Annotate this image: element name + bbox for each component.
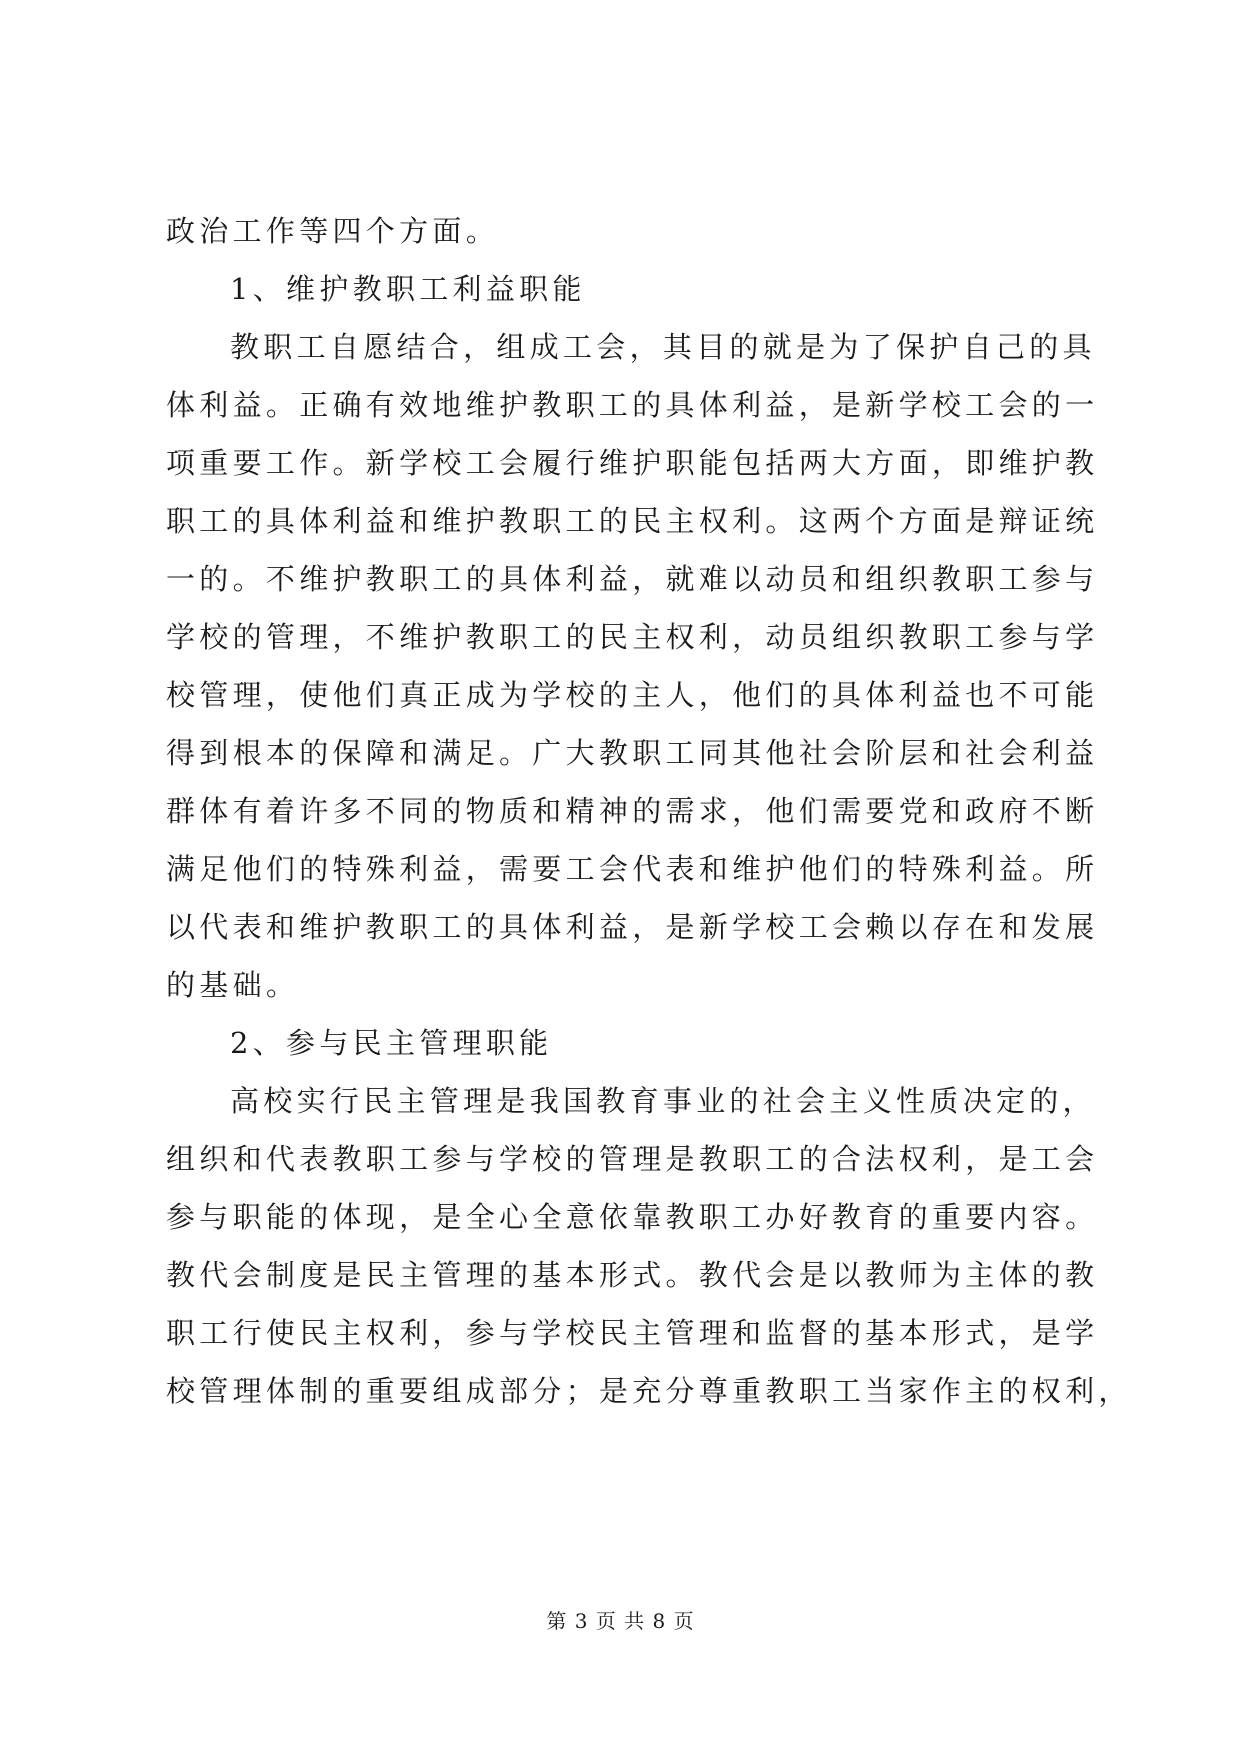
text-line: 高校实行民主管理是我国教育事业的社会主义性质决定的， [230,1084,1096,1118]
text-line: 群体有着许多不同的物质和精神的需求，他们需要党和政府不断 [166,794,1099,828]
text-line: 满足他们的特殊利益，需要工会代表和维护他们的特殊利益。所 [166,852,1099,886]
text-line: 校管理体制的重要组成部分；是充分尊重教职工当家作主的权利， [166,1374,1132,1408]
text-line: 以代表和维护教职工的具体利益，是新学校工会赖以存在和发展 [166,910,1099,944]
section-heading: 2、参与民主管理职能 [230,1026,553,1060]
text-line: 得到根本的保障和满足。广大教职工同其他社会阶层和社会利益 [166,736,1099,770]
text-line: 体利益。正确有效地维护教职工的具体利益，是新学校工会的一 [166,388,1099,422]
text-line: 职工的具体利益和维护教职工的民主权利。这两个方面是辩证统 [166,504,1099,538]
text-line: 参与职能的体现，是全心全意依靠教职工办好教育的重要内容。 [166,1200,1099,1234]
text-line: 学校的管理，不维护教职工的民主权利，动员组织教职工参与学 [166,620,1099,654]
text-line: 政治工作等四个方面。 [166,214,500,248]
text-line: 的基础。 [166,968,300,1002]
text-line: 职工行使民主权利，参与学校民主管理和监督的基本形式，是学 [166,1316,1099,1350]
text-line: 项重要工作。新学校工会履行维护职能包括两大方面，即维护教 [166,446,1099,480]
page-number-footer: 第 3 页 共 8 页 [546,1609,695,1633]
text-line: 组织和代表教职工参与学校的管理是教职工的合法权利，是工会 [166,1142,1099,1176]
section-heading: 1、维护教职工利益职能 [230,272,586,306]
text-line: 一的。不维护教职工的具体利益，就难以动员和组织教职工参与 [166,562,1099,596]
text-line: 教职工自愿结合，组成工会，其目的就是为了保护自己的具 [230,330,1096,364]
text-line: 校管理，使他们真正成为学校的主人，他们的具体利益也不可能 [166,678,1099,712]
text-line: 教代会制度是民主管理的基本形式。教代会是以教师为主体的教 [166,1258,1099,1292]
